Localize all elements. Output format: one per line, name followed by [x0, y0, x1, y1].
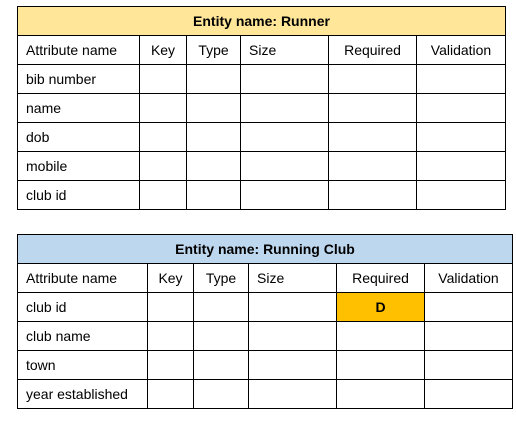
required-cell	[337, 380, 425, 409]
validation-cell	[417, 152, 506, 181]
validation-cell	[417, 65, 506, 94]
size-cell	[249, 293, 337, 322]
key-cell	[148, 322, 194, 351]
required-flag-cell: D	[337, 293, 425, 322]
key-cell	[140, 65, 187, 94]
attribute-name-cell: year established	[18, 380, 148, 409]
size-cell	[241, 152, 329, 181]
type-cell	[187, 123, 241, 152]
key-cell	[140, 123, 187, 152]
table-row	[18, 380, 513, 409]
required-cell	[329, 65, 417, 94]
type-cell	[194, 322, 249, 351]
validation-cell	[417, 181, 506, 210]
type-cell	[194, 293, 249, 322]
required-cell	[329, 123, 417, 152]
size-cell	[241, 123, 329, 152]
table-row	[18, 152, 506, 181]
type-cell	[194, 351, 249, 380]
size-cell	[241, 181, 329, 210]
type-cell	[187, 65, 241, 94]
running-club-entity-table	[17, 234, 513, 409]
attribute-name-cell: dob	[18, 123, 140, 152]
header-type: Type	[187, 36, 241, 65]
key-cell	[140, 152, 187, 181]
table-row	[18, 351, 513, 380]
header-key: Key	[140, 36, 187, 65]
attribute-name-cell: mobile	[18, 152, 140, 181]
table-row	[18, 181, 506, 210]
header-key: Key	[148, 264, 194, 293]
validation-cell	[417, 123, 506, 152]
key-cell	[148, 351, 194, 380]
table-row	[18, 322, 513, 351]
runner-entity-title: Entity name: Runner	[18, 7, 506, 36]
validation-cell	[425, 380, 513, 409]
type-cell	[187, 181, 241, 210]
validation-cell	[425, 351, 513, 380]
runner-entity-table	[17, 6, 506, 210]
size-cell	[241, 94, 329, 123]
validation-cell	[417, 94, 506, 123]
table-row	[18, 65, 506, 94]
club-header-row	[18, 264, 513, 293]
table-row	[18, 123, 506, 152]
type-cell	[187, 152, 241, 181]
key-cell	[140, 181, 187, 210]
attribute-name-cell: club name	[18, 322, 148, 351]
header-attribute-name: Attribute name	[18, 36, 140, 65]
header-size: Size	[249, 264, 337, 293]
type-cell	[194, 380, 249, 409]
header-validation: Validation	[425, 264, 513, 293]
required-cell	[329, 152, 417, 181]
attribute-name-cell: club id	[18, 293, 148, 322]
type-cell	[187, 94, 241, 123]
table-row	[18, 293, 513, 322]
size-cell	[249, 380, 337, 409]
club-title-row	[18, 235, 513, 264]
header-size: Size	[241, 36, 329, 65]
header-validation: Validation	[417, 36, 506, 65]
required-cell	[329, 94, 417, 123]
validation-cell	[425, 293, 513, 322]
runner-title-row	[18, 7, 506, 36]
validation-cell	[425, 322, 513, 351]
attribute-name-cell: name	[18, 94, 140, 123]
runner-header-row	[18, 36, 506, 65]
size-cell	[241, 65, 329, 94]
attribute-name-cell: bib number	[18, 65, 140, 94]
header-type: Type	[194, 264, 249, 293]
required-cell	[337, 322, 425, 351]
table-row	[18, 94, 506, 123]
key-cell	[148, 380, 194, 409]
key-cell	[148, 293, 194, 322]
size-cell	[249, 322, 337, 351]
club-entity-title: Entity name: Running Club	[18, 235, 513, 264]
attribute-name-cell: club id	[18, 181, 140, 210]
required-cell	[329, 181, 417, 210]
header-required: Required	[329, 36, 417, 65]
key-cell	[140, 94, 187, 123]
header-required: Required	[337, 264, 425, 293]
required-cell	[337, 351, 425, 380]
attribute-name-cell: town	[18, 351, 148, 380]
header-attribute-name: Attribute name	[18, 264, 148, 293]
size-cell	[249, 351, 337, 380]
